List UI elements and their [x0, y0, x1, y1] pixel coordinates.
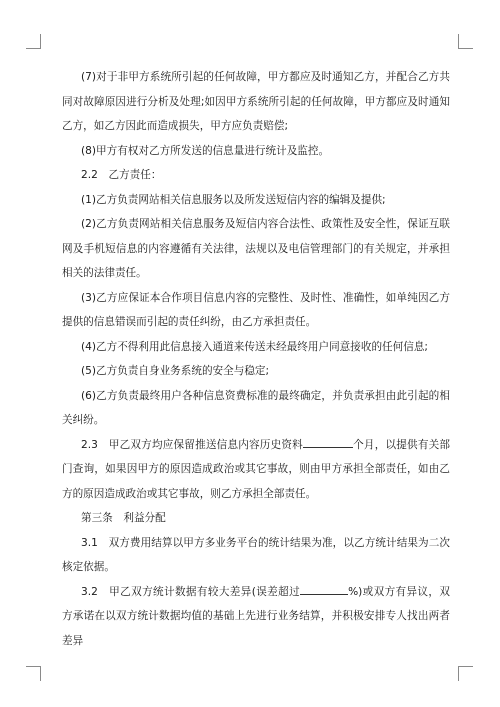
party-b-item-5: (5)乙方负责自身业务系统的安全与稳定; [81, 365, 270, 377]
section-3-2-lead: 3.2 甲乙双方统计数据有较大差异(误差超过 [81, 585, 301, 598]
article-3-heading: 第三条 利益分配 [81, 512, 166, 524]
section-2-2-heading: 2.2 乙方责任： [81, 169, 162, 181]
crop-mark-bottom-right [458, 666, 473, 681]
section-2-3 [62, 433, 450, 507]
party-b-item-1: (1)乙方负责网站相关信息服务以及所发送短信内容的编辑及提供; [81, 193, 386, 206]
section-3-2 [62, 580, 450, 654]
section-2-3-rest: 个月，以提供有关部门查询，如果因甲方的原因造成政治或其它事故，则由甲方承担全部责任，如由乙方的原因造成政治或其它事故，则乙方承担全部责任。 [62, 438, 450, 500]
crop-mark-top-left [26, 34, 41, 49]
document-body [62, 65, 450, 653]
clause-7: (7)对于非甲方系统所引起的任何故障，甲方都应及时通知乙方，并配合乙方共同对故障原因进行分析及处理;如因甲方系统所引起的任何故障，甲方都应及时通知乙方，如乙方因此而造成损失，甲方应负责赔偿; [62, 71, 450, 132]
months-blank [303, 437, 353, 448]
error-percent-blank [300, 584, 348, 595]
party-b-item-3: (3)乙方应保证本合作项目信息内容的完整性、及时性、准确性，如单纯因乙方提供的信息错误而引起的责任纠纷，由乙方承担责任。 [62, 291, 450, 328]
section-3-1: 3.1 双方费用结算以甲方多业务平台的统计结果为准，以乙方统计结果为二次核定依据。 [62, 536, 450, 573]
clause-8: (8)甲方有权对乙方所发送的信息量进行统计及监控。 [81, 144, 330, 157]
crop-mark-top-right [458, 34, 473, 49]
party-b-item-4: (4)乙方不得利用此信息接入通道来传送未经最终用户同意接收的任何信息; [81, 340, 428, 353]
section-3-2-rest: %)或双方有异议，双方承诺在以双方统计数据均值的基础上先进行业务结算，并积极安排专人找出两者差异 [62, 585, 450, 647]
party-b-item-6: (6)乙方负责最终用户各种信息资费标准的最终确定，并负责承担由此引起的相关纠纷。 [62, 389, 450, 426]
party-b-item-2: (2)乙方负责网站相关信息服务及短信内容合法性、政策性及安全性，保证互联网及手机短信息的内容遵循有关法律，法规以及电信管理部门的有关规定，并承担相关的法律责任。 [62, 218, 450, 279]
crop-mark-bottom-left [26, 666, 41, 681]
section-2-3-lead: 2.3 甲乙双方均应保留推送信息内容历史资料 [81, 438, 303, 451]
